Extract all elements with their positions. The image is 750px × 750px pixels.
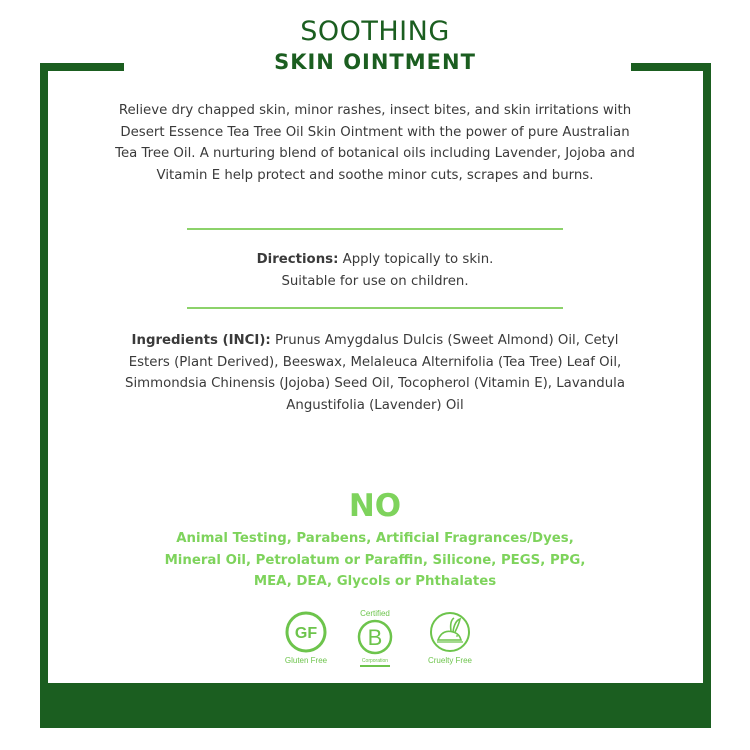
bcorp-icon (353, 618, 397, 658)
free-from-line-2: Mineral Oil, Petrolatum or Paraffin, Silicone, PEGS, PPG, (164, 552, 586, 568)
free-from-heading: NO (348, 488, 402, 524)
free-from-line-1: Animal Testing, Parabens, Artificial Fragrances/Dyes, (176, 531, 574, 546)
free-from-line-3: MEA, DEA, Glycols or Phthalates (253, 574, 497, 589)
gluten-free-caption: Gluten Free (284, 656, 328, 665)
cruelty-free-caption: Cruelty Free (427, 656, 472, 665)
title-line-1: SOOTHING (300, 16, 450, 47)
gluten-free-icon (284, 610, 328, 654)
frame-bottom-band (40, 683, 711, 728)
bcorp-underline (360, 665, 390, 667)
frame-right-bar (703, 63, 711, 728)
frame-left-bar (40, 63, 48, 728)
ingredients-text: Prunus Amygdalus Dulcis (Sweet Almond) Oil, Cetyl Esters (Plant Derived), Beeswax, Melaleuca Alternifolia (Tea Tree) Leaf Oil, Simmondsia Chinensis (Jojoba) Seed Oil, Tocopherol (Vitamin E), Lavandula Angustifolia (Lavender) Oil (125, 333, 625, 413)
ingredients-label: Ingredients (INCI): (131, 333, 271, 348)
free-from-list (160, 528, 590, 593)
divider-1 (187, 228, 563, 230)
cruelty-free-bunny-icon (427, 610, 473, 654)
bcorp-mark: B (367, 625, 383, 650)
bcorp-badge (345, 609, 405, 667)
bcorp-top-label: Certified (360, 609, 390, 618)
title-line-2: SKIN OINTMENT (274, 50, 476, 74)
product-description: Relieve dry chapped skin, minor rashes, insect bites, and skin irritations with Desert Essence Tea Tree Oil Skin Ointment with the power of pure Australian Tea Tree Oil. A nurturing blend of botanical oils including Lavender, Jojoba and Vitamin E help protect and soothe minor cuts, scrapes and burns. (115, 103, 635, 183)
bcorp-caption: Corporation (361, 658, 389, 664)
divider-2 (187, 307, 563, 309)
directions-block (150, 249, 600, 292)
gluten-free-mark: GF (294, 625, 318, 642)
directions-line-2: Suitable for use on children. (281, 273, 469, 289)
gluten-free-badge (276, 610, 336, 665)
directions-line-1: Apply topically to skin. (342, 252, 494, 267)
ingredients-block (125, 330, 625, 416)
directions-label: Directions: (256, 252, 339, 267)
cruelty-free-badge (420, 610, 480, 665)
